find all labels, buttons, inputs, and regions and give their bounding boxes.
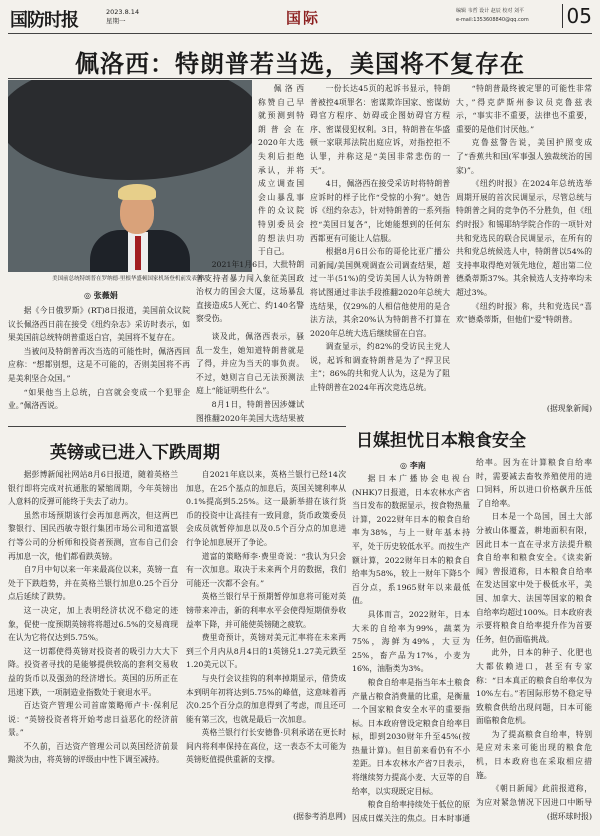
paragraph: 这一决定，加上表明经济状况不稳定的迹象，促使一度预期英镑将将超过6.5%的交易商现在认为它将仅达到5.75%。 bbox=[8, 605, 178, 643]
article2-column-a bbox=[8, 468, 178, 820]
editors-text: 编辑 韦哲 设计 赵辰 校对 刘平 bbox=[456, 8, 524, 14]
article1-column-a bbox=[258, 82, 304, 258]
paragraph: 英格兰银行行长安德鲁·贝利承诺在更长时间内将利率保持在高位，这一表态不太可能为英镑贬值提供重新的支撑。 bbox=[186, 728, 346, 765]
masthead-divider bbox=[8, 33, 592, 34]
paragraph: 为了提高粮食自给率，特别是应对未来可能出现的粮食危机，日本政府也在采取相应措施。 bbox=[476, 729, 592, 780]
hair-shape bbox=[118, 184, 156, 200]
paragraph: 道富的策略师李·费里奇说：“我认为只会有一次加息。取决于未来两个月的数据，我们可能还一次都不会有。” bbox=[186, 551, 346, 588]
paragraph: 粮食自给率持续处于低位的原因成日媒关注的焦点。日本时事通 bbox=[352, 800, 470, 823]
paragraph: 不久前，百达资产管理公司以英国经济前景黯淡为由，将英镑的评级由中性下调至减持。 bbox=[8, 741, 178, 765]
article3-column-a bbox=[352, 472, 470, 824]
paragraph: 《纽约时报》在2024年总统选举周期开展的首次民调显示，尽管总统与特朗普之间的竞争仍不分胜负，但《纽约时报》和锡耶纳学院合作的一项针对共和党选民的联合民调显示，在所有的共和党总统候选人中，特朗普以54%的支持率取得绝对领先地位，超出第二位德桑蒂斯37%。其余候选人支持率均未超过3%。 bbox=[456, 179, 592, 297]
paragraph: 谈及此，佩洛西表示，骚乱一发生，她知道特朗普就是了得，并应为当天的事负责。不过，她则言自己无法预测法庭上“能证明些什么”。 bbox=[196, 332, 304, 396]
article1-column-a2 bbox=[196, 258, 304, 330]
paragraph: 4日，佩洛西在接受采访时将特朗普应诉时的样子比作“受惊的小狗”。她告诉《纽约杂志》，针对特朗普的一系列指控“美国日复各”，比她能想到的任何东西都更有可能让人信服。 bbox=[310, 179, 450, 243]
paragraph: 自7月中旬以来一年来最高位以来，英镑一直处于下跌趋势，并在英格兰银行加息0.25个百分点后延续了跌势。 bbox=[8, 565, 178, 602]
paragraph: 2021年1月6日，大批特朗普支持者暴力闯入象征美国政治权力的国会大厦，这场暴乱直接造成5人死亡、约140名警察受伤。 bbox=[196, 260, 304, 324]
article3-column-b bbox=[476, 456, 592, 808]
paragraph: 此外，日本的种子、化肥也大都依赖进口，甚至有专家称：“日本真正的粮食自给率仅为10%左右。”若国际形势不稳定导致粮食供给出现问题，日本可能面临粮食危机。 bbox=[476, 648, 592, 726]
article3-headline: 日媒担忧日本粮食安全 bbox=[356, 431, 526, 451]
page-number: 05 bbox=[562, 4, 592, 28]
masthead bbox=[8, 4, 592, 32]
paragraph: 粮食自给率是指当年本土粮食产量占粮食消费量的比重，是衡量一个国家粮食安全水平的重要指标。日本政府曾设定粮食自给率目标，即到2030财年升至45%(按热量计算)。但目前来看仍有不小差距。日本农林水产省7日表示，将继续努力提高小麦、大豆等的自给率，以实现既定目标。 bbox=[352, 677, 470, 796]
paragraph: 具体而言，2022财年，日本大米的自给率为99%，蔬菜为75%，海鲜为49%，大豆为25%，畜产品为17%，小麦为16%，油脂类为3%。 bbox=[352, 609, 470, 674]
newspaper-logo: 国防时报 bbox=[10, 10, 78, 31]
paragraph: 英格兰银行早于预期暂停加息将可能对英镑带来冲击，新的利率水平会使得短期债券收益率下降，并可能使英镑随之疲软。 bbox=[186, 592, 346, 629]
article2-headline: 英镑或已进入下跌周期 bbox=[50, 443, 220, 463]
paragraph: 《朝日新闻》此前报道称，为应对紧急情况下因进口中断导 bbox=[476, 784, 592, 807]
date-text: 2023.8.14 bbox=[106, 8, 140, 16]
paragraph: 据《今日俄罗斯》(RT)8日报道，美国前众议院议长佩洛西日前在接受《纽约杂志》采访时表示，如果美国前总统特朗普重返白宫，美国将不复存在。 bbox=[8, 306, 190, 343]
article2-column-b bbox=[186, 468, 346, 808]
paragraph: 这一切都使得英镑对投资者的吸引力大大下降。投资者寻找的是能够提供较高的套利交易收益的货币以及强劲的经济增长。英国的历所正在迅速下跌，一项制造业指数处于衰退水平。 bbox=[8, 646, 178, 697]
article1-column-c bbox=[310, 82, 450, 422]
article1-byline: ◎ 张薇娟 bbox=[84, 291, 118, 300]
paragraph: 费里奇预计，英镑对美元汇率将在未来两到三个月内从8月4日的1英镑兑1.27美元跌至1.20美元以下。 bbox=[186, 633, 346, 670]
paragraph: 日本是一个岛国，国土大部分被山体覆盖，耕地面积有限，因此日本一直在寻求方法提升粮食自给率和粮食安全。《读卖新闻》曾报道称，日本粮食自给率在发达国家中处于极低水平，美国、加拿大、法国等国家的粮食自给率均超过100%。日本政府表示要将粮食自给率提升作为首要任务，但仍面临挑战。 bbox=[476, 512, 592, 644]
photo-caption: 美国前总统特朗普在罗纳德·里根华盛顿国家机场登机前发表讲话 bbox=[52, 276, 208, 282]
section-title: 国际 bbox=[286, 9, 321, 27]
paragraph: 佩洛西称赞自己早就预测到特朗普会在2020年大选失利后拒绝承认，并将成立调查国会山暴乱事件的众议院特别委员会的想法归功于自己。 bbox=[258, 84, 304, 257]
paragraph: 一份长达45页的起诉书显示，特朗普被控4项罪名：密谋欺诈国家、密谋妨碍官方程序、妨碍或企图妨碍官方程序、密谋侵犯权利。3日，特朗普在华盛顿一家联邦法院出庭应诉，对指控拒不认罪，并称这是“美国非常悲伤的一天”。 bbox=[310, 84, 450, 175]
article1-column-b bbox=[8, 304, 190, 422]
paragraph: 调查显示，约82%的受访民主党人说，起诉和调查特朗普是为了“捍卫民主”；86%的共和党人认为，这是为了阻止特朗普在2024年再次竞选总统。 bbox=[310, 342, 450, 393]
paragraph: 根据8月6日公布的哥伦比亚广播公司新闻/美国舆观调查公司调查结果，超过一半(51%)的受访美国人认为特朗普将试图通过非法手段推翻2020年总统大选结果，仅29%的人相信他使用的是合法方法，其余20%认为特朗普不打算在2020年总统大选后继续留在白宫。 bbox=[310, 247, 450, 338]
paragraph: 据彭博新闻社网站8月6日报道，随着英格兰银行即将完成对抗通胀的紧缩周期，今年英镑出人意料的反弹可能终于失去了动力。 bbox=[8, 470, 178, 507]
issue-date bbox=[106, 8, 139, 26]
article1-column-c-lower bbox=[196, 330, 304, 424]
email-text: e-mail:1353608840@qq.com bbox=[456, 17, 529, 23]
weekday-text: 星期一 bbox=[106, 17, 126, 25]
paragraph: 《纽约时报》称，共和党选民“喜欢”德桑蒂斯，但他们“爱”特朗普。 bbox=[456, 301, 592, 325]
section-divider bbox=[8, 426, 346, 427]
source-credit: (据参考消息网) bbox=[293, 812, 346, 821]
paragraph: 据日本广播协会电视台(NHK)7日报道，日本农林水产省当日发布的数据显示，按食物热量计算，2022财年日本的粮食自给率为38%，与上一财年基本持平，处于历史较低水平。而按生产额计算，2022财年日本的粮食自给率为58%，较上一财年下降5个百分点，系1965财年以来最低值。 bbox=[352, 474, 470, 606]
paragraph: 自2021年底以来，英格兰银行已经14次加息，在25个基点的加息后，英国关键利率从0.1%提高到5.25%。这一最新举措在该行货币的投资中让高挂有一致同意，货币政策委员会成员就暂停加息以及0.5个百分点的加息进行争论加息展开了争论。 bbox=[186, 470, 346, 547]
source-credit: (据环球时报) bbox=[546, 812, 592, 821]
paragraph: 虽然市场预期该行会再加息两次，但这两巴黎银行、国民西敏寺银行集团市场公司和道富银行等公司的分析师和投资者预测，宣布自己们会再加息一次，他们都看跌英镑。 bbox=[8, 510, 178, 561]
paragraph: 克鲁兹警告说，美国护照变成了“香蕉共和国(军事强人独裁统治的国家)”。 bbox=[456, 138, 592, 175]
paragraph: 当被问及特朗普再次当选的可能性时，佩洛西回应称：“想都别想，这是不可能的，否则美国将不再是美利坚合众国。” bbox=[8, 346, 190, 383]
trump-photo bbox=[8, 80, 252, 272]
paragraph: “特朗普最终被定罪的可能性非常大，”得克萨斯州参议员克鲁兹表示，“事实非不重要，法律也不重要，重要的是他们讨厌他。” bbox=[456, 84, 592, 134]
paragraph: 百达资产管理公司首席策略师卢卡·保利尼说：“英镑投资者将开始考虑日益恶化的经济前景。” bbox=[8, 701, 178, 738]
article3-byline: ◎ 李南 bbox=[400, 461, 426, 470]
article1-headline: 佩洛西：特朗普若当选，美国将不复存在 bbox=[75, 50, 525, 78]
article1-source bbox=[456, 402, 592, 418]
paragraph: 8月1日，特朗普因涉嫌试图推翻2020年美国大选结果被 bbox=[196, 399, 304, 423]
headline-divider bbox=[8, 78, 592, 79]
paragraph: “如果他当上总统，白宫就会变成一个犯罪企业。”佩洛西说。 bbox=[8, 387, 190, 411]
tie-shape bbox=[135, 236, 141, 270]
editor-credits bbox=[456, 7, 529, 25]
article2-source bbox=[186, 810, 346, 826]
umbrella-shape bbox=[8, 80, 252, 180]
paragraph: 给率。因为在计算粮食自给率时，需要减去畜牧养殖使用的进口饲料，所以进口价格飙升压低了自给率。 bbox=[476, 458, 592, 508]
paragraph: 与央行会议挂钩的利率掉期显示，借贷成本到明年初将达到5.75%的峰值，这意味着再次0.25个百分点的加息得到了考虑，而且还可能有第三次，也就是最后一次加息。 bbox=[186, 673, 346, 724]
article1-column-d bbox=[456, 82, 592, 400]
article3-source bbox=[476, 810, 592, 826]
source-credit: (据现象新闻) bbox=[546, 404, 592, 413]
